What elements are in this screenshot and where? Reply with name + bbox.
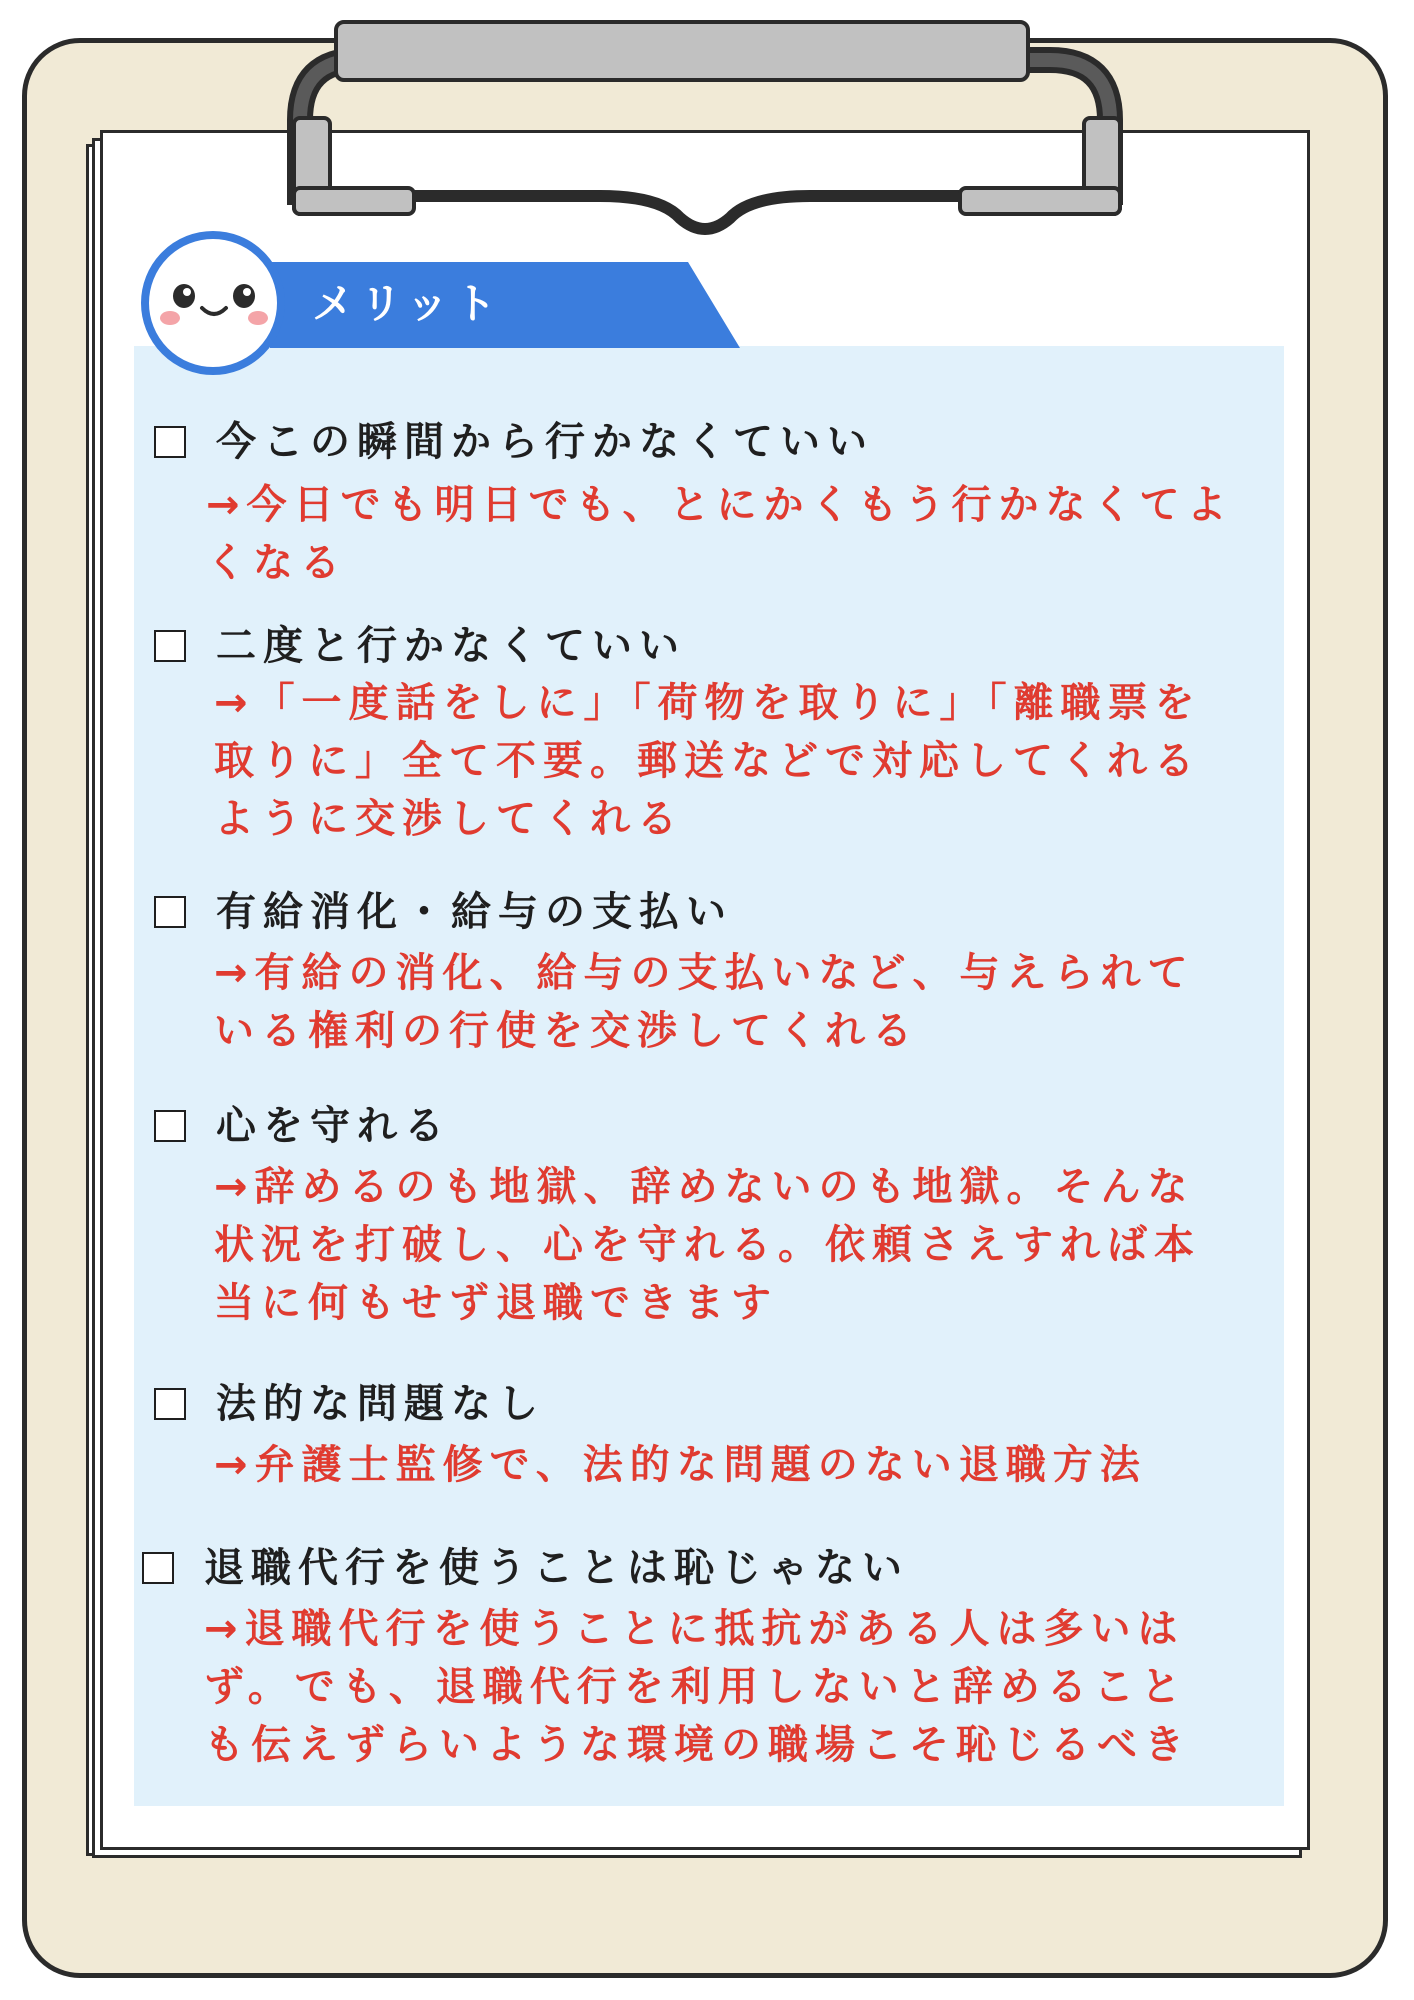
header-title: メリット [312,279,503,328]
item-description: →今日でも明日でも、とにかくもう行かなくてよくなる [206,482,1234,586]
clip-icon [0,0,1414,240]
item-description: →退職代行を使うことに抵抗がある人は多いはず。でも、退職代行を利用しないと辞めることも伝えずらいような環境の職場こそ恥じるべき [204,1606,1191,1768]
checkbox[interactable] [154,896,186,928]
item-description: →弁護士監修で、法的な問題のない退職方法 [214,1442,1147,1488]
item-title: 心を守れる [216,1103,451,1149]
checkbox[interactable] [154,426,186,458]
item-title: 今この瞬間から行かなくていい [216,419,874,465]
checkbox[interactable] [154,1388,186,1420]
item-title: 二度と行かなくていい [216,623,686,669]
item-title: 有給消化・給与の支払い [216,889,733,935]
item-title: 法的な問題なし [216,1381,545,1427]
checkbox[interactable] [154,1110,186,1142]
checkbox[interactable] [142,1552,174,1584]
checkbox[interactable] [154,630,186,662]
smiley-face-icon [140,230,286,376]
item-description: →辞めるのも地獄、辞めないのも地獄。そんな状況を打破し、心を守れる。依頼さえすれば本当に何もせず退職できます [214,1164,1201,1326]
item-title: 退職代行を使うことは恥じゃない [204,1545,909,1591]
item-description: →有給の消化、給与の支払いなど、与えられている権利の行使を交渉してくれる [214,950,1195,1054]
item-description: →「一度話をしに」「荷物を取りに」「離職票を取りに」全て不要。郵送などで対応してくれるように交渉してくれる [214,680,1202,842]
